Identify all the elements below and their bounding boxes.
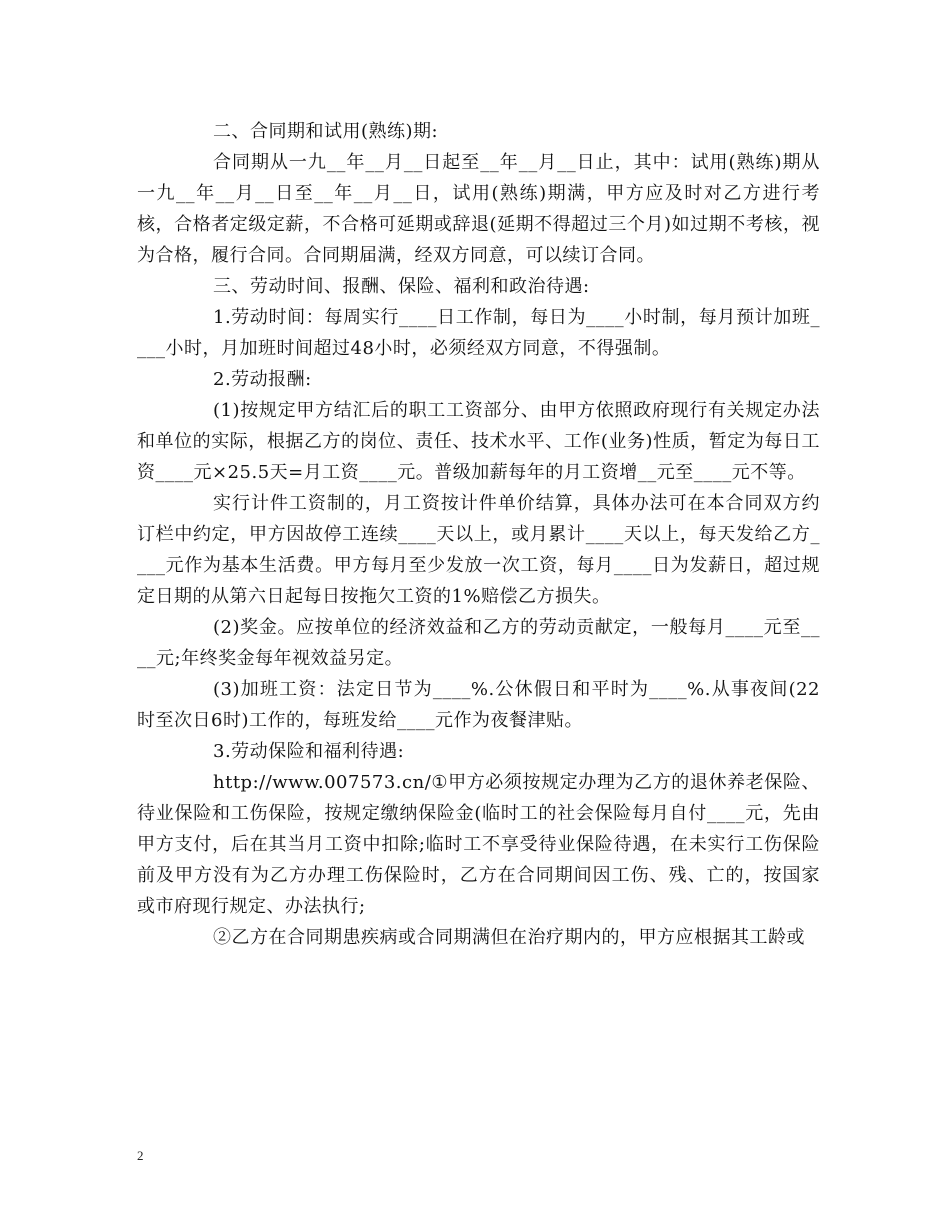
paragraph-contract-period: 合同期从一九__年__月__日起至__年__月__日止，其中：试用(熟练)期从一九__年__月__日至__年__月__日，试用(熟练)期满，甲方应及时对乙方进行考核，合格者定级定薪，不合格可延期或辞退(延期不得超过三个月)如过期不考核，视为合格，履行合同。合同期届满，经双方同意，可以续订合同。 bbox=[137, 152, 820, 266]
document-body bbox=[137, 116, 820, 953]
section-heading-contract-period: 二、合同期和试用(熟练)期: bbox=[213, 121, 439, 142]
paragraph-wages: (1)按规定甲方结汇后的职工工资部分、由甲方依照政府现行有关规定办法和单位的实际，根据乙方的岗位、责任、技术水平、工作(业务)性质，暂定为每日工资____元×25.5天=月工资____元。普级加薪每年的月工资增__元至____元不等。 bbox=[137, 400, 820, 483]
subheading-remuneration: 2.劳动报酬: bbox=[213, 369, 312, 390]
paragraph-bonus: (2)奖金。应按单位的经济效益和乙方的劳动贡献定，一般每月____元至____元;年终奖金每年视效益另定。 bbox=[137, 617, 820, 669]
paragraph-working-hours: 1.劳动时间：每周实行____日工作制，每日为____小时制，每月预计加班____小时，月加班时间超过48小时，必须经双方同意，不得强制。 bbox=[137, 307, 820, 359]
paragraph-piece-rate: 实行计件工资制的，月工资按计件单价结算，具体办法可在本合同双方约订栏中约定，甲方因故停工连续____天以上，或月累计____天以上，每天发给乙方____元作为基本生活费。甲方每月至少发放一次工资，每月____日为发薪日，超过规定日期的从第六日起每日按拖欠工资的1%赔偿乙方损失。 bbox=[137, 493, 820, 607]
paragraph-insurance: http://www.007573.cn/①甲方必须按规定办理为乙方的退休养老保险、待业保险和工伤保险，按规定缴纳保险金(临时工的社会保险每月自付____元，先由甲方支付，后在其当月工资中扣除;临时工不享受待业保险待遇，在未实行工伤保险前及甲方没有为乙方办理工伤保险时，乙方在合同期间因工伤、残、亡的，按国家或市府现行规定、办法执行; bbox=[137, 772, 820, 917]
paragraph-overtime-pay: (3)加班工资：法定日节为____%.公休假日和平时为____%.从事夜间(22时至次日6时)工作的，每班发给____元作为夜餐津贴。 bbox=[137, 679, 820, 731]
subheading-insurance-welfare: 3.劳动保险和福利待遇: bbox=[213, 741, 405, 762]
page-number: 2 bbox=[137, 1148, 144, 1163]
paragraph-illness: ②乙方在合同期患疾病或合同期满但在治疗期内的，甲方应根据其工龄或 bbox=[213, 927, 805, 948]
section-heading-working-conditions: 三、劳动时间、报酬、保险、福利和政治待遇: bbox=[213, 276, 590, 297]
